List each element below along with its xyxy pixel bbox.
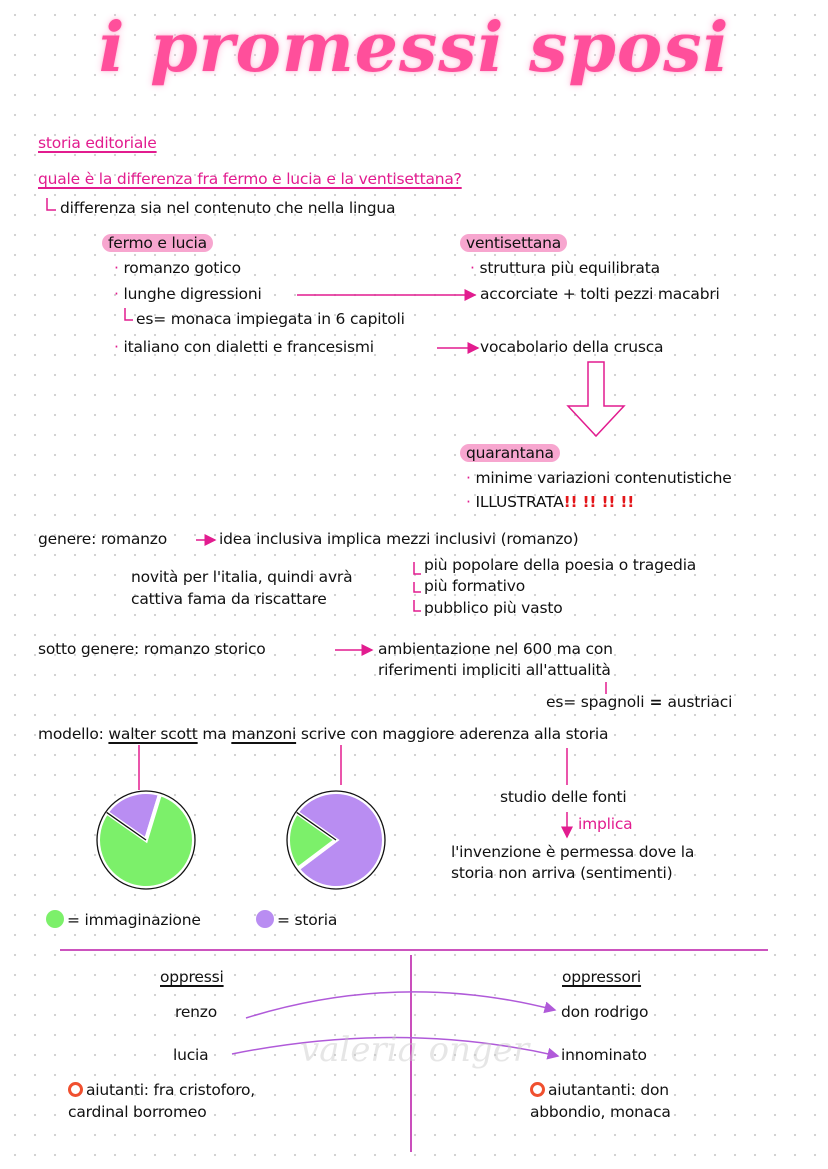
ventisettana-item: vocabolario della crusca (480, 338, 664, 356)
sottogenere-label: sotto genere: romanzo storico (38, 640, 266, 658)
answer: differenza sia nel contenuto che nella lingua (60, 199, 396, 217)
genere-point: pubblico più vasto (424, 599, 563, 617)
genere-point: più popolare della poesia o tragedia (424, 556, 697, 574)
green-swatch-icon (46, 910, 64, 928)
pie-chart-manzoni (284, 788, 388, 892)
quarantana-item: · ILLUSTRATA!! !! !! !! (466, 493, 635, 511)
fermo-label: fermo e lucia (102, 234, 213, 252)
lifebuoy-icon (530, 1082, 545, 1097)
pie-chart-walter-scott (94, 788, 198, 892)
legend-immaginazione: = immaginazione (46, 910, 201, 929)
aiutanti-oppressori: aiutantanti: don (530, 1081, 669, 1099)
genere-novita: cattiva fama da riscattare (131, 590, 327, 608)
table-header-oppressori: oppressori (562, 968, 642, 986)
table-cell: renzo (175, 1003, 218, 1021)
ventisettana-item: accorciate + tolti pezzi macabri (480, 285, 720, 303)
purple-swatch-icon (256, 910, 274, 928)
table-cell: lucia (173, 1046, 209, 1064)
sottogenere-detail: riferimenti impliciti all'attualità (378, 661, 611, 679)
question: quale è la differenza fra fermo e lucia e la ventisettana? (38, 170, 462, 188)
quarantana-label: quarantana (460, 444, 560, 462)
lifebuoy-icon (68, 1082, 83, 1097)
fermo-example: es= monaca impiegata in 6 capitoli (136, 310, 405, 328)
invenzione-text: l'invenzione è permessa dove la (451, 843, 695, 861)
invenzione-text: storia non arriva (sentimenti) (451, 864, 673, 882)
table-cell: don rodrigo (561, 1003, 649, 1021)
genere-idea: idea inclusiva implica mezzi inclusivi (romanzo) (219, 530, 579, 548)
genere-novita: novità per l'italia, quindi avrà (131, 568, 353, 586)
fermo-item: · lunghe digressioni (114, 285, 262, 303)
implica-label: implica (578, 815, 633, 833)
sottogenere-example: es= spagnoli = austriaci (546, 693, 733, 711)
table-header-oppressi: oppressi (160, 968, 224, 986)
aiutanti-oppressi: aiutanti: fra cristoforo, (68, 1081, 255, 1099)
genere-label: genere: romanzo (38, 530, 168, 548)
ventisettana-label: ventisettana (460, 234, 567, 252)
fermo-item: · romanzo gotico (114, 259, 241, 277)
page-title: i promessi sposi (98, 8, 730, 88)
quarantana-item: · minime variazioni contenutistiche (466, 469, 732, 487)
emphasis-marks: !! !! !! !! (563, 493, 635, 511)
legend-storia: = storia (256, 910, 337, 929)
section-heading: storia editoriale (38, 134, 157, 152)
studio-fonti: studio delle fonti (500, 788, 627, 806)
fermo-item: · italiano con dialetti e francesismi (114, 338, 374, 356)
aiutanti-oppressori: abbondio, monaca (530, 1103, 671, 1121)
modello-line: modello: walter scott ma manzoni scrive con maggiore aderenza alla storia (38, 725, 609, 743)
aiutanti-oppressi: cardinal borromeo (68, 1103, 207, 1121)
sottogenere-detail: ambientazione nel 600 ma con (378, 640, 613, 658)
genere-point: più formativo (424, 577, 525, 595)
watermark: valeria onger (300, 1030, 530, 1070)
table-cell: innominato (561, 1046, 647, 1064)
ventisettana-item: · struttura più equilibrata (470, 259, 660, 277)
